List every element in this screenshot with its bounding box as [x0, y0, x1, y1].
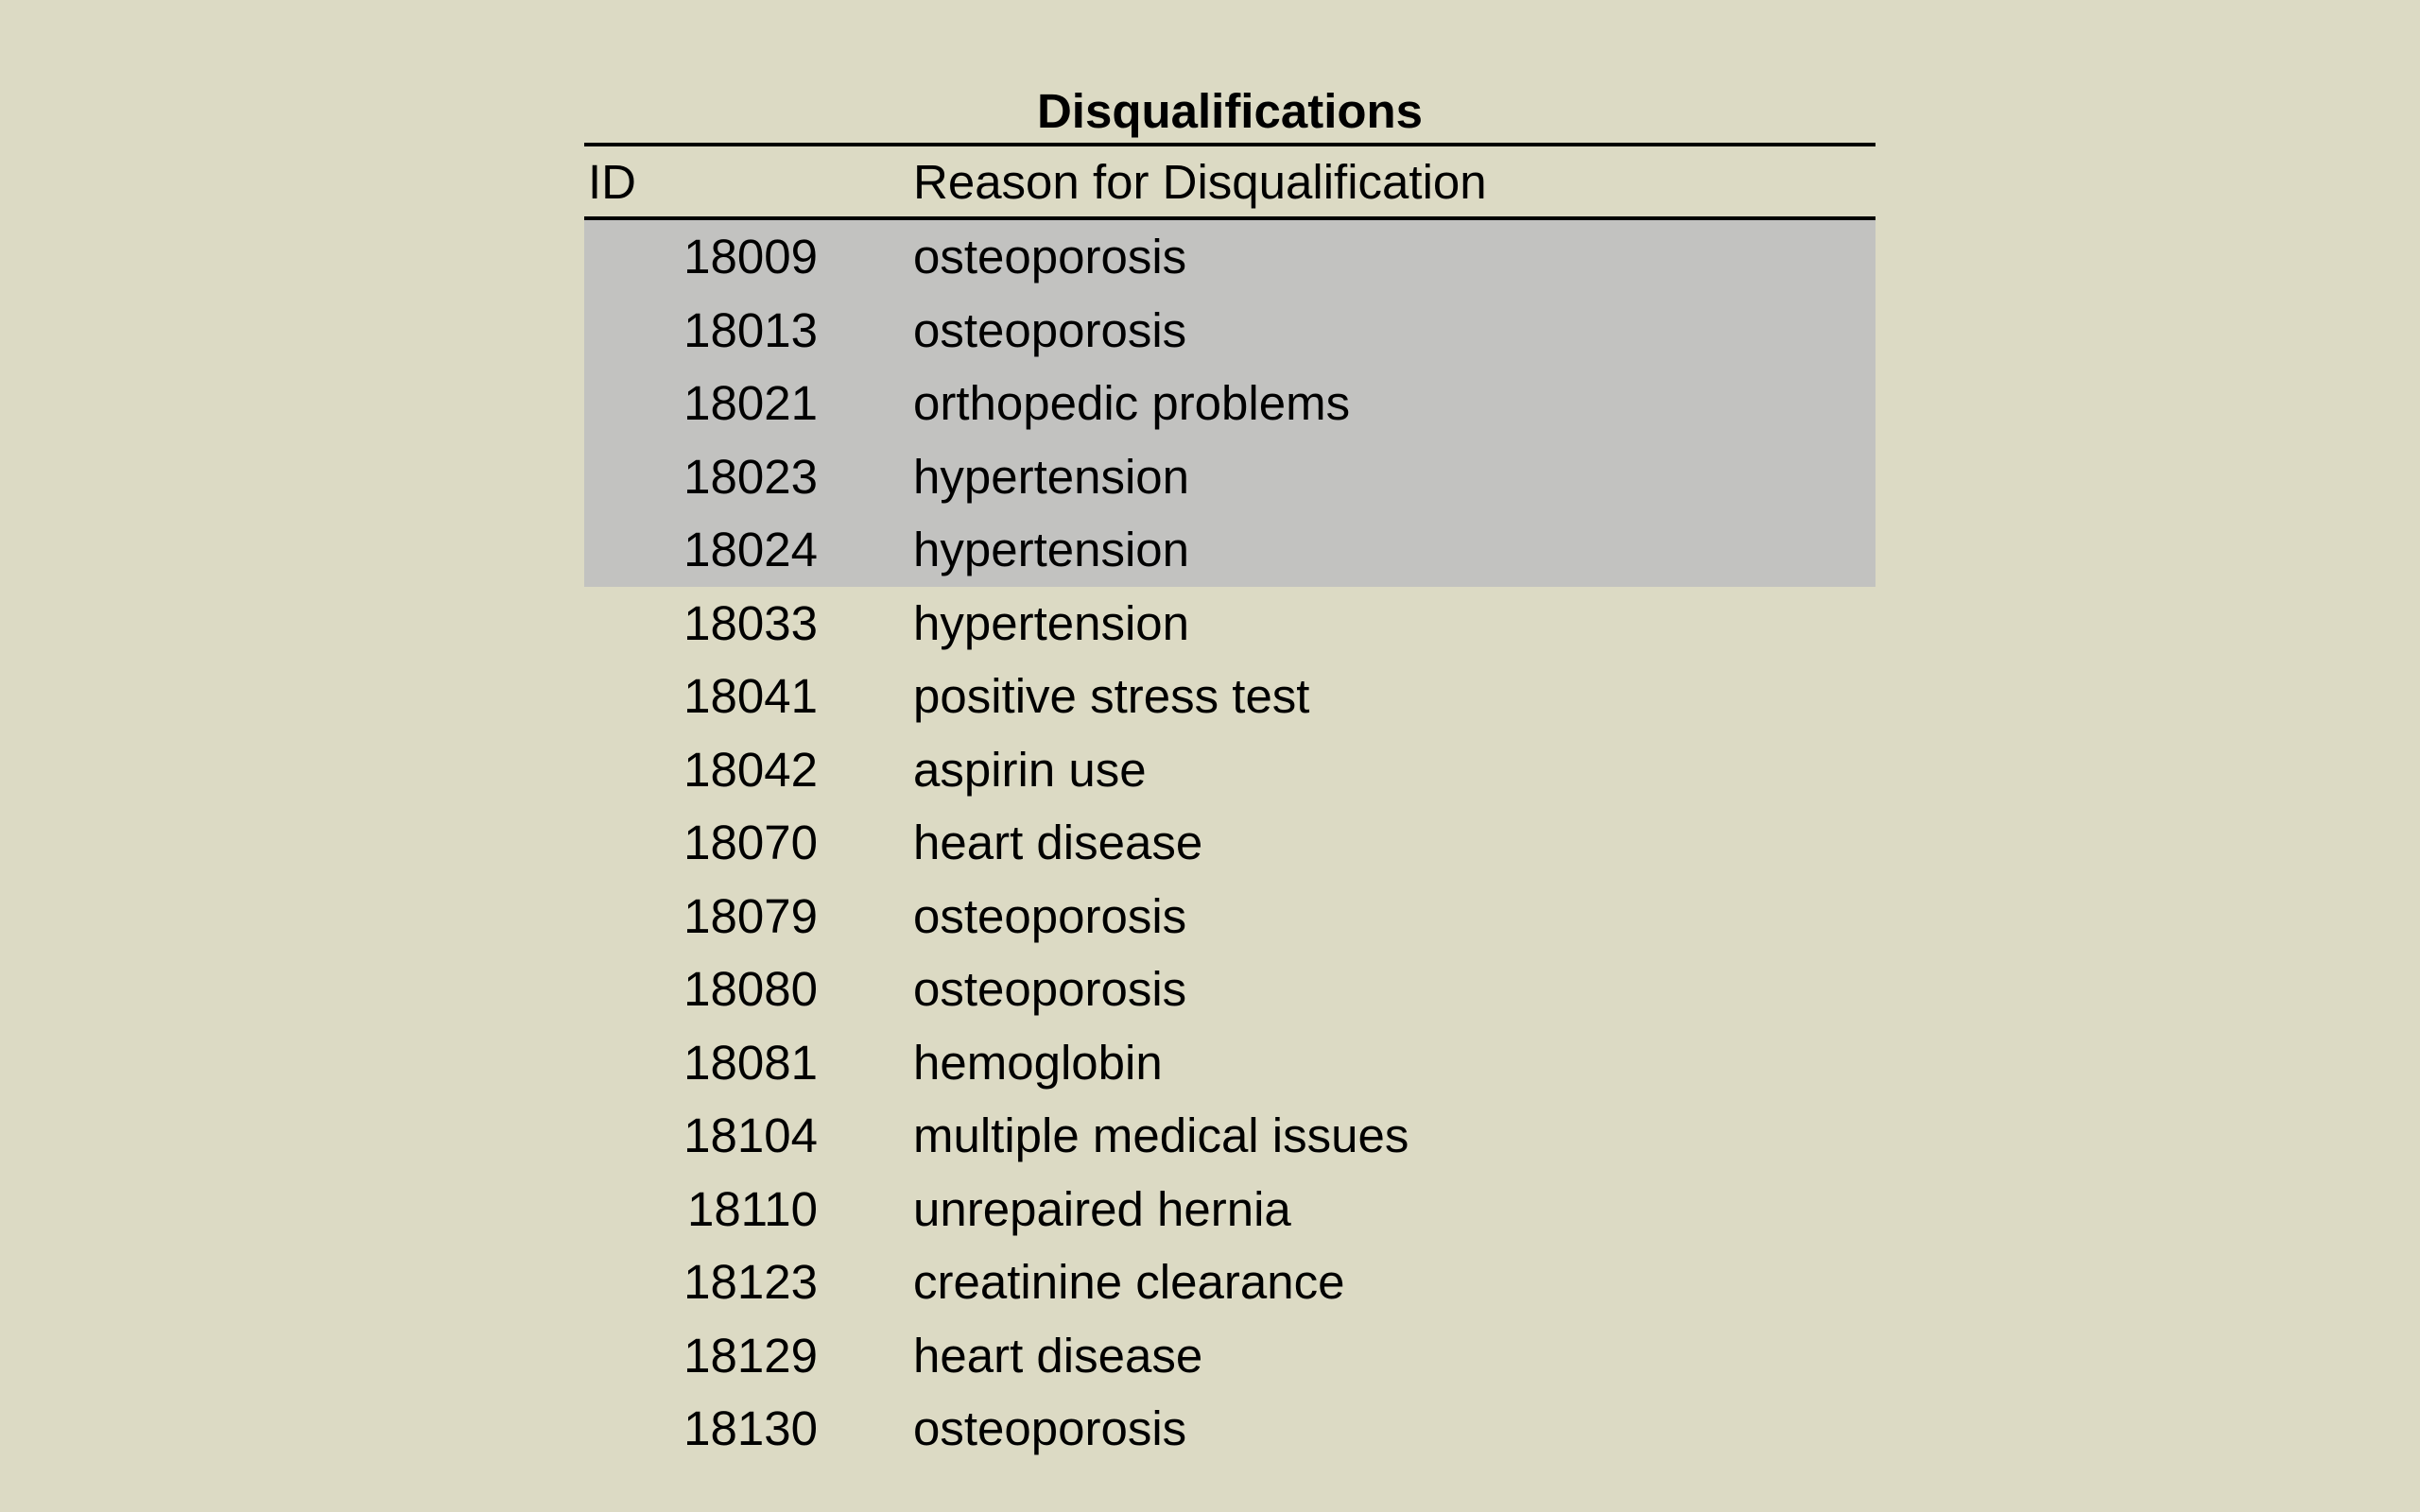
cell-reason: hemoglobin	[913, 1035, 1163, 1090]
cell-reason: hypertension	[913, 449, 1190, 504]
cell-id: 18110	[686, 1181, 818, 1236]
cell-id: 18041	[683, 669, 818, 724]
table-row	[584, 733, 1876, 807]
cell-id: 18024	[683, 523, 818, 577]
cell-reason: multiple medical issues	[913, 1108, 1409, 1163]
table-row	[584, 294, 1876, 368]
table-row	[584, 367, 1876, 440]
table-row	[584, 1246, 1876, 1319]
table-row	[584, 1099, 1876, 1173]
table-row	[584, 1026, 1876, 1100]
header-reason: Reason for Disqualification	[913, 154, 1487, 209]
cell-id: 18013	[683, 302, 818, 357]
cell-reason: osteoporosis	[913, 888, 1187, 943]
cell-id: 18080	[683, 962, 818, 1017]
cell-id: 18042	[683, 742, 818, 797]
cell-reason: hypertension	[913, 595, 1190, 650]
cell-id: 18070	[683, 816, 818, 870]
table-row	[584, 1319, 1876, 1393]
disqualifications-table	[584, 80, 1876, 1466]
table-row	[584, 953, 1876, 1026]
table-row	[584, 440, 1876, 514]
cell-id: 18021	[683, 376, 818, 431]
cell-reason: hypertension	[913, 523, 1190, 577]
cell-reason: heart disease	[913, 1328, 1203, 1383]
cell-id: 18079	[683, 888, 818, 943]
cell-id: 18033	[683, 595, 818, 650]
cell-id: 18123	[683, 1255, 818, 1310]
table-title: Disqualifications	[584, 80, 1876, 146]
table-header	[584, 146, 1876, 220]
cell-reason: heart disease	[913, 816, 1203, 870]
header-id: ID	[588, 154, 636, 209]
table-row	[584, 806, 1876, 880]
cell-reason: osteoporosis	[913, 302, 1187, 357]
table-row	[584, 880, 1876, 954]
cell-reason: osteoporosis	[913, 1401, 1187, 1456]
cell-reason: orthopedic problems	[913, 376, 1351, 431]
cell-reason: aspirin use	[913, 742, 1147, 797]
table-row	[584, 1173, 1876, 1246]
table-row	[584, 513, 1876, 587]
cell-id: 18104	[683, 1108, 818, 1163]
table-row	[584, 587, 1876, 661]
cell-reason: unrepaired hernia	[913, 1181, 1291, 1236]
cell-id: 18081	[683, 1035, 818, 1090]
cell-id: 18023	[683, 449, 818, 504]
cell-id: 18130	[683, 1401, 818, 1456]
table-row	[584, 220, 1876, 294]
cell-reason: osteoporosis	[913, 230, 1187, 284]
cell-reason: creatinine clearance	[913, 1255, 1345, 1310]
cell-id: 18009	[683, 230, 818, 284]
table-row	[584, 1392, 1876, 1466]
cell-reason: osteoporosis	[913, 962, 1187, 1017]
cell-reason: positive stress test	[913, 669, 1310, 724]
table-body	[584, 220, 1876, 1466]
cell-id: 18129	[683, 1328, 818, 1383]
table-row	[584, 660, 1876, 733]
